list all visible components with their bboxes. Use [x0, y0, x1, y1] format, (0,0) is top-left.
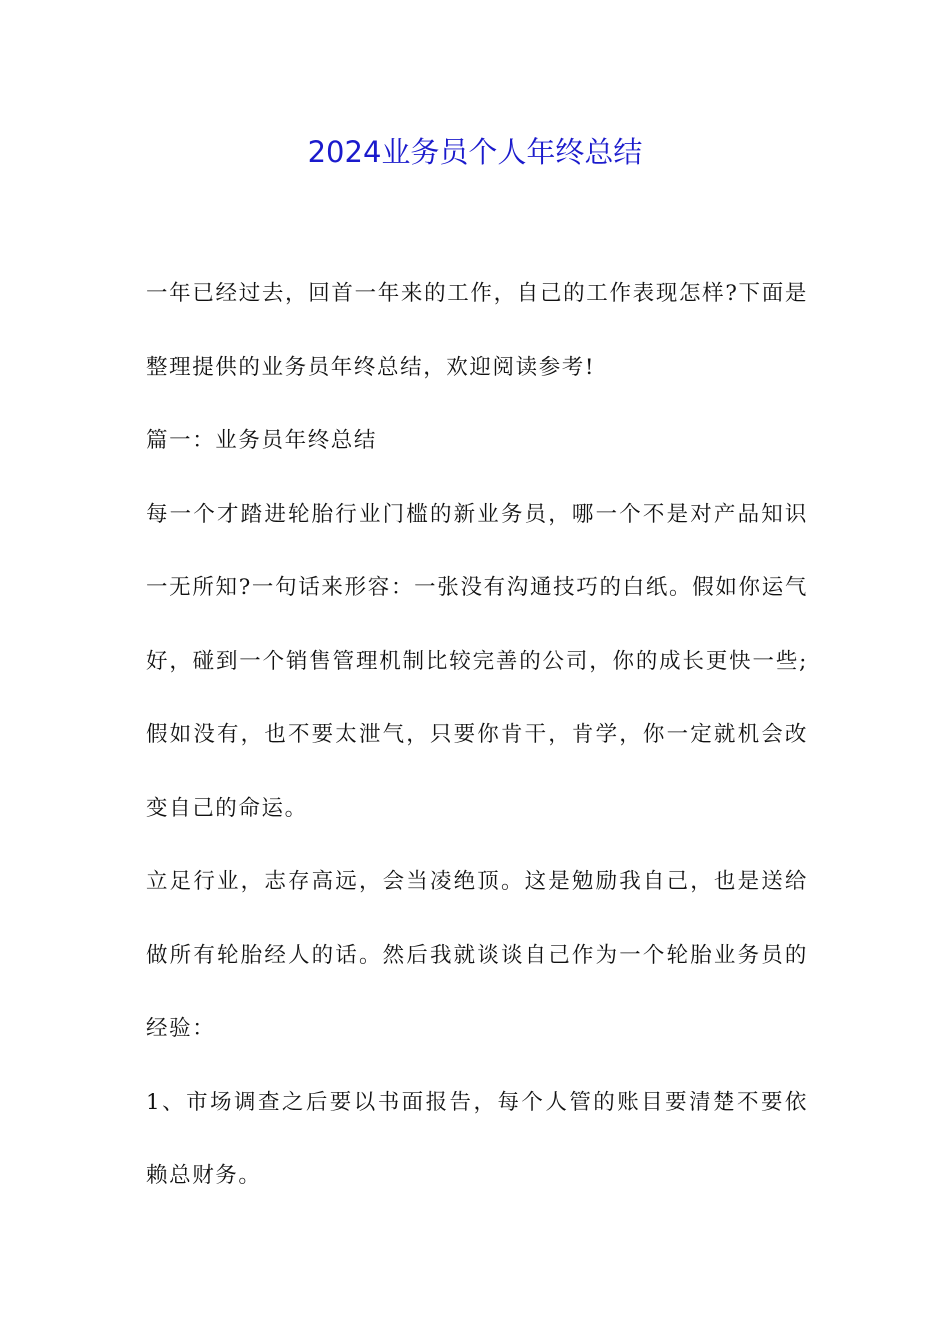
paragraph-motto: 立足行业，志存高远，会当凌绝顶。这是勉励我自己，也是送给做所有轮胎经人的话。然后我就谈谈自己作为一个轮胎业务员的经验：: [146, 869, 808, 1041]
paragraph-new-salesman: 每一个才踏进轮胎行业门槛的新业务员，哪一个不是对产品知识一无所知?一句话来形容：一张没有沟通技巧的白纸。假如你运气好，碰到一个销售管理机制比较完善的公司，你的成长更快一些;假如没有，也不要太泄气，只要你肯干，肯学，你一定就机会改变自己的命运。: [146, 501, 808, 821]
document-body: [146, 257, 808, 1213]
paragraph-intro: 一年已经过去，回首一年来的工作，自己的工作表现怎样?下面是整理提供的业务员年终总结，欢迎阅读参考!: [146, 281, 808, 380]
document-title: 2024业务员个人年终总结: [307, 135, 643, 169]
paragraph-section-heading: 篇一：业务员年终总结: [146, 428, 378, 453]
paragraph-point-1: 1、市场调查之后要以书面报告，每个人管的账目要清楚不要依赖总财务。: [146, 1089, 808, 1188]
